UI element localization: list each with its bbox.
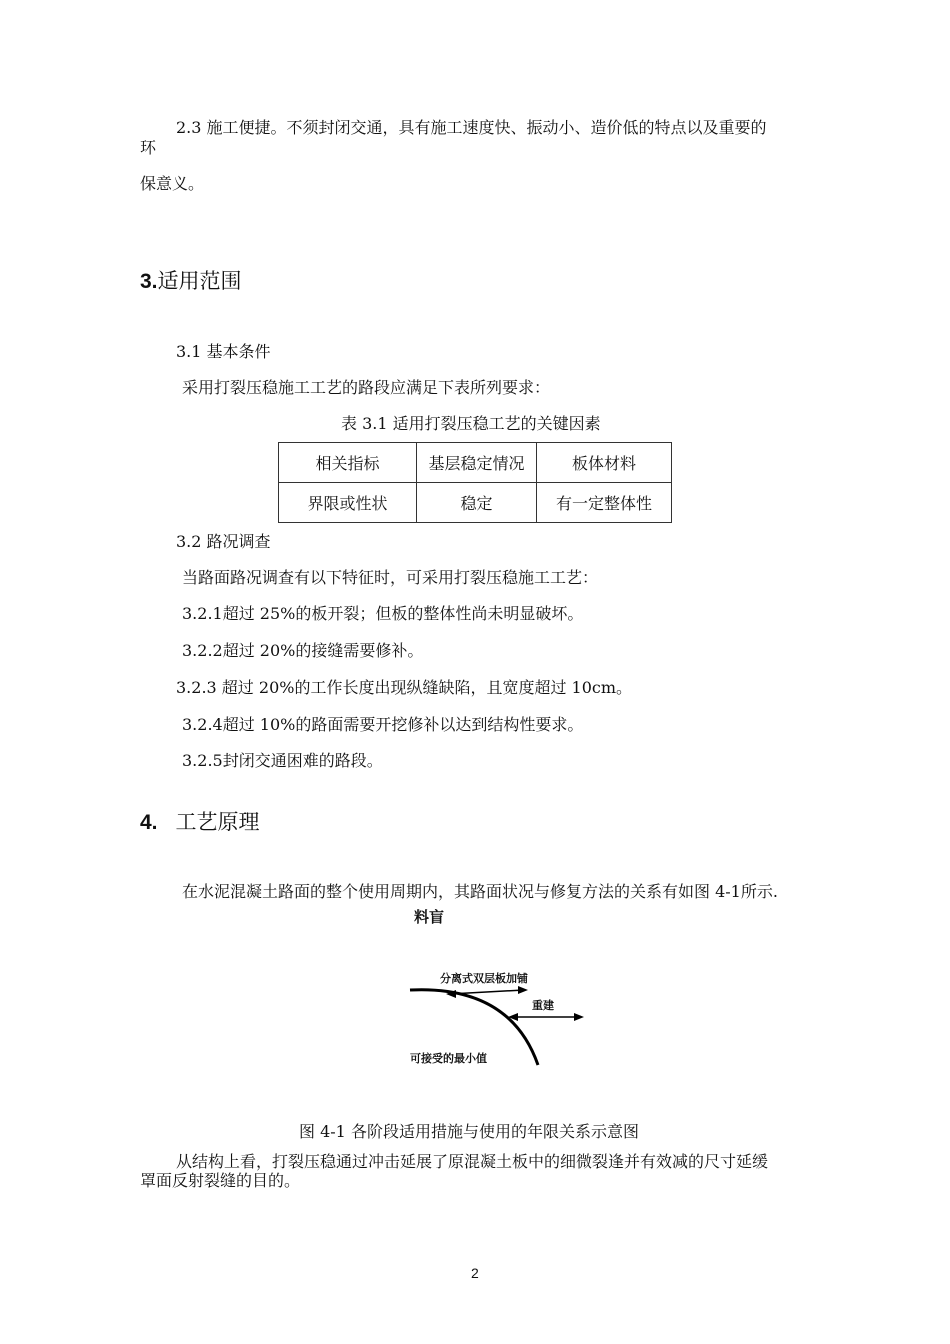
figure-top-label: 料盲 xyxy=(414,908,445,926)
table-row xyxy=(279,483,672,523)
section-3-heading-text: 适用范围 xyxy=(157,269,242,293)
paragraph-2-3-line1: 2.3 施工便捷。不须封闭交通，具有施工速度快、振动小、造价低的特点以及重要的 xyxy=(176,118,767,137)
paragraph-3-2-intro: 当路面路况调查有以下特征时，可采用打裂压稳施工工艺： xyxy=(182,568,599,587)
rebuild-arrow-right-icon xyxy=(574,1013,584,1021)
list-item: 3.2.5封闭交通困难的路段。 xyxy=(182,751,383,770)
paragraph-2-3-line3: 保意义。 xyxy=(140,174,205,193)
paragraph-2-3-line2: 环 xyxy=(140,138,157,157)
key-factors-table xyxy=(278,442,672,523)
section-4-heading-number: 4. xyxy=(140,811,158,834)
table-cell: 界限或性状 xyxy=(279,483,417,523)
overlay-arrow-right-icon xyxy=(518,986,528,994)
paragraph-4-body-line1: 从结构上看，打裂压稳通过冲击延展了原混凝土板中的细微裂逢并有效减的尺寸延缓 xyxy=(176,1152,769,1171)
subheading-3-1: 3.1 基本条件 xyxy=(176,342,271,361)
table-header-cell: 相关指标 xyxy=(279,443,417,483)
overlay-arrow-line xyxy=(450,990,524,994)
list-item: 3.2.4超过 10%的路面需要开挖修补以达到结构性要求。 xyxy=(182,715,584,734)
section-4-heading xyxy=(140,809,260,836)
paragraph-3-1-intro: 采用打裂压稳施工工艺的路段应满足下表所列要求： xyxy=(182,378,551,397)
table-header-cell: 板体材料 xyxy=(537,443,672,483)
list-item: 3.2.1超过 25%的板开裂；但板的整体性尚未明显破坏。 xyxy=(182,604,584,623)
paragraph-4-intro: 在水泥混凝土路面的整个使用周期内，其路面状况与修复方法的关系有如图 4-1所示. xyxy=(182,882,778,901)
figure-caption: 图 4-1 各阶段适用措施与使用的年限关系示意图 xyxy=(299,1122,639,1141)
figure-4-1 xyxy=(400,960,600,1075)
table-header-row xyxy=(279,443,672,483)
figure-label-minimum: 可接受的最小值 xyxy=(410,1052,487,1065)
list-item: 3.2.3 超过 20%的工作长度出现纵缝缺陷，且宽度超过 10cm。 xyxy=(176,678,633,697)
table-cell: 稳定 xyxy=(417,483,537,523)
section-3-heading xyxy=(140,268,242,295)
table-header-cell: 基层稳定情况 xyxy=(417,443,537,483)
list-item: 3.2.2超过 20%的接缝需要修补。 xyxy=(182,641,424,660)
table-cell: 有一定整体性 xyxy=(537,483,672,523)
figure-label-rebuild: 重建 xyxy=(532,999,554,1012)
paragraph-4-body-line2: 罩面反射裂缝的目的。 xyxy=(140,1171,301,1190)
subheading-3-2: 3.2 路况调查 xyxy=(176,532,271,551)
section-3-heading-number: 3. xyxy=(140,270,158,293)
section-4-heading-text: 工艺原理 xyxy=(175,810,260,834)
table-caption: 表 3.1 适用打裂压稳工艺的关键因素 xyxy=(341,414,601,433)
figure-label-overlay: 分离式双层板加铺 xyxy=(440,972,528,985)
page-number: 2 xyxy=(471,1265,479,1281)
